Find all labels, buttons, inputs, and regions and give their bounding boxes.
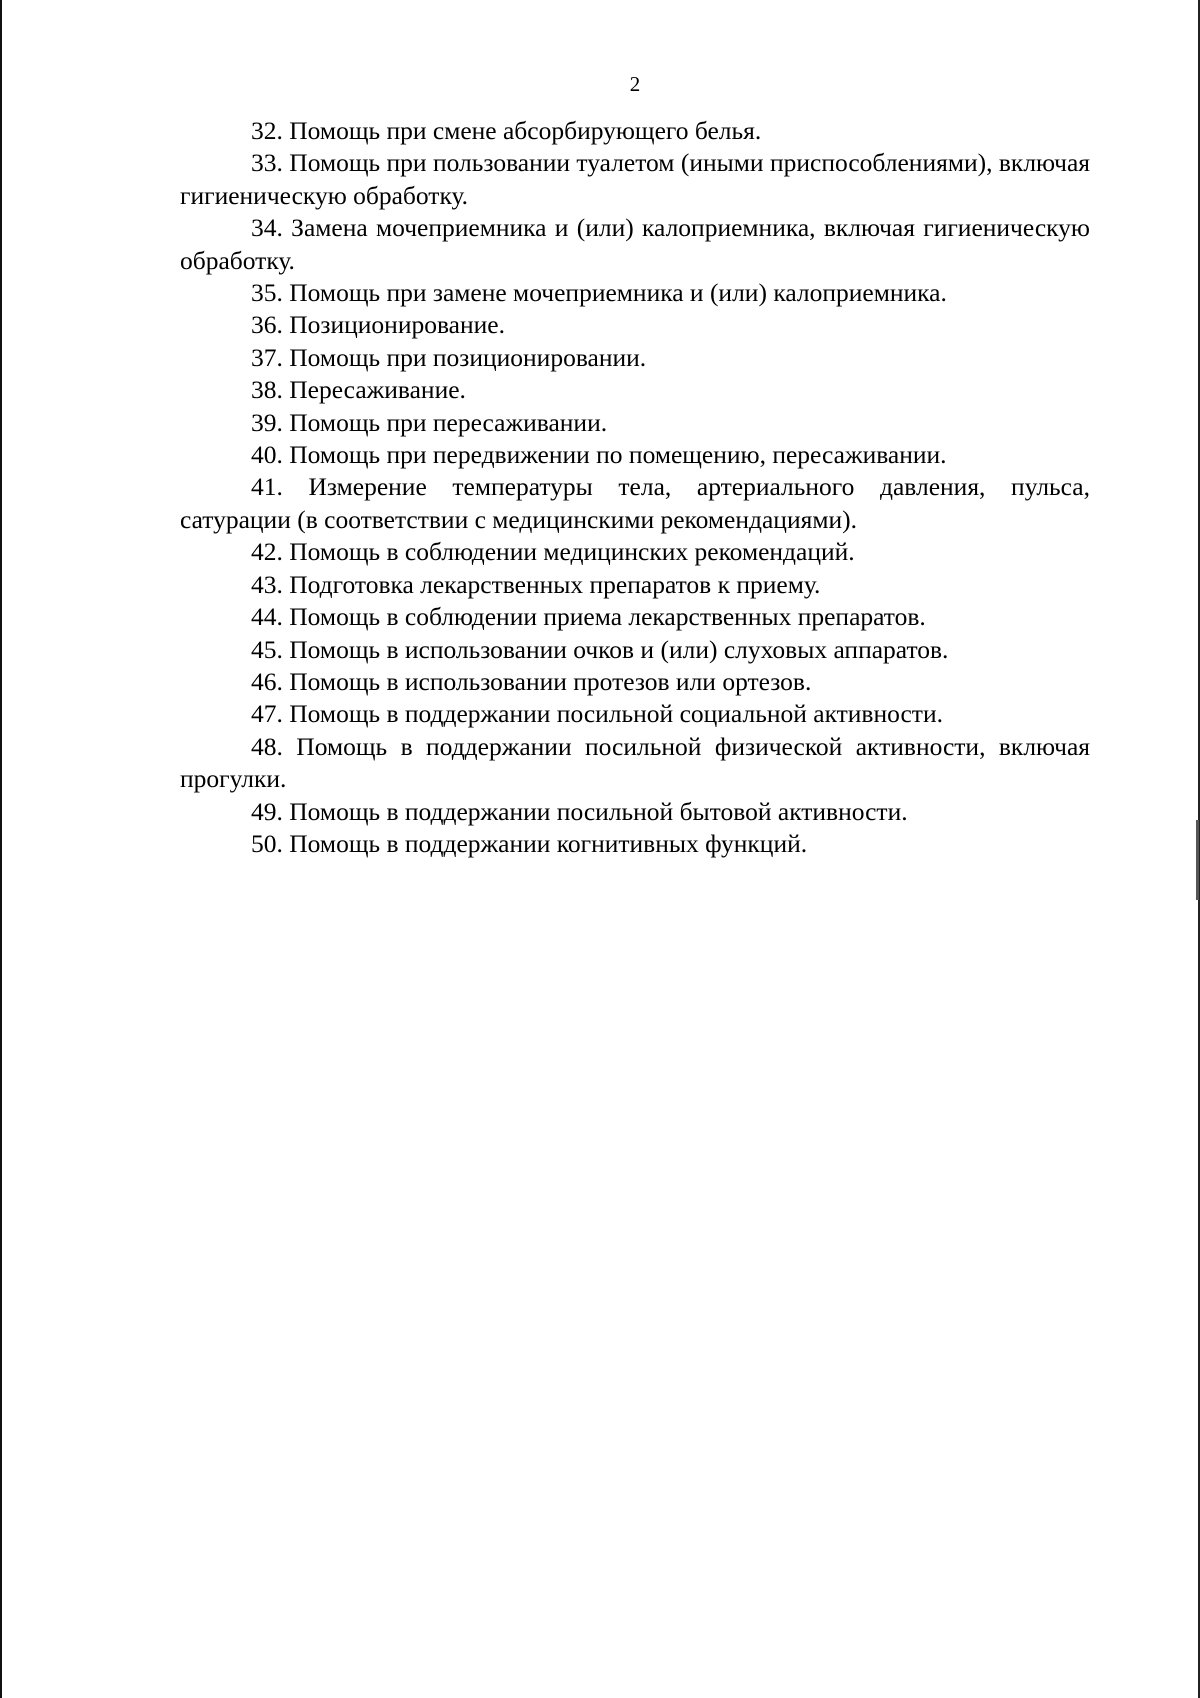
list-item-49: 49. Помощь в поддержании посильной бытовой активности. xyxy=(251,796,908,826)
scan-border-mark xyxy=(1196,820,1199,900)
list-item-45: 45. Помощь в использовании очков и (или) слуховых аппаратов. xyxy=(251,634,949,664)
page-number: 2 xyxy=(629,72,641,96)
list-item-35: 35. Помощь при замене мочеприемника и (или) калоприемника. xyxy=(251,278,947,308)
list-item-41: 41. Измерение температуры тела, артериального давления, пульса, сатурации (в соответствии с медицинскими рекомендациями). xyxy=(180,472,1090,534)
list-item-36: 36. Позиционирование. xyxy=(251,310,505,340)
list-item-43: 43. Подготовка лекарственных препаратов к приему. xyxy=(251,569,821,599)
list-item-40: 40. Помощь при передвижении по помещению, пересаживании. xyxy=(251,440,947,470)
list-item-38: 38. Пересаживание. xyxy=(251,375,466,405)
scan-border-left xyxy=(0,0,2,1698)
list-item-37: 37. Помощь при позиционировании. xyxy=(251,342,647,372)
list-item-32: 32. Помощь при смене абсорбирующего белья. xyxy=(251,116,762,145)
list-item-46: 46. Помощь в использовании протезов или ортезов. xyxy=(251,666,812,696)
list-item-48: 48. Помощь в поддержании посильной физической активности, включая прогулки. xyxy=(180,731,1090,794)
list-item-39: 39. Помощь при пересаживании. xyxy=(251,407,608,437)
document-body xyxy=(180,115,1090,860)
list-item-42: 42. Помощь в соблюдении медицинских рекомендаций. xyxy=(251,537,855,567)
list-item-47: 47. Помощь в поддержании посильной социальной активности. xyxy=(251,699,943,729)
list-item-50: 50. Помощь в поддержании когнитивных функций. xyxy=(251,828,808,858)
list-item-34: 34. Замена мочеприемника и (или) калоприемника, включая гигиеническую обработку. xyxy=(180,213,1090,275)
list-item-44: 44. Помощь в соблюдении приема лекарственных препаратов. xyxy=(251,602,926,632)
list-item-33: 33. Помощь при пользовании туалетом (иными приспособлениями), включая гигиеническую обработку. xyxy=(180,148,1090,210)
